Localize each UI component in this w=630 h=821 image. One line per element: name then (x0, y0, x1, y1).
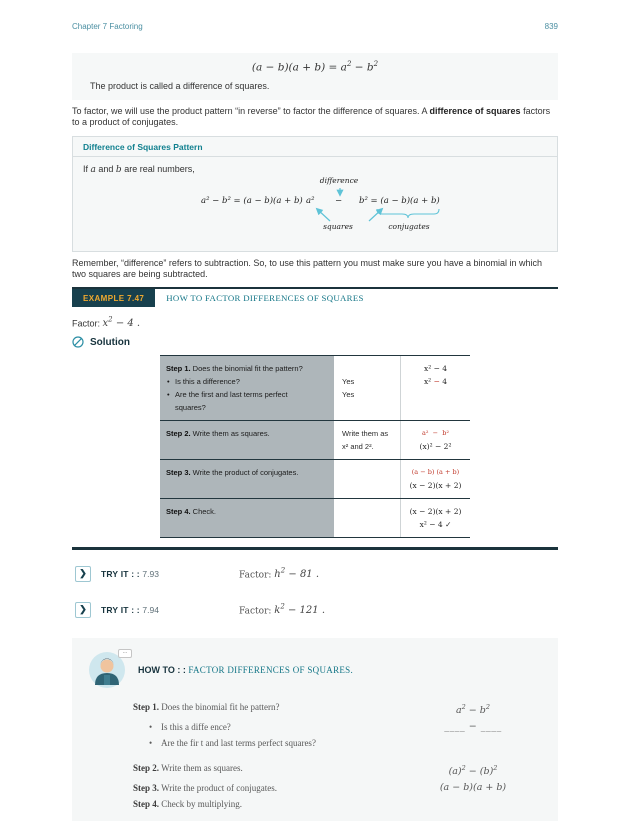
example-banner (72, 289, 558, 307)
step1-bullet1: • Is this a difference? (166, 375, 316, 388)
step2-formula: $(a)^2 - (b)^2$ (448, 763, 498, 778)
how-to-step-4: Step 4. Check by multiplying. (133, 799, 243, 810)
solution-label: Solution (90, 336, 130, 348)
table-row (160, 459, 469, 498)
solution-icon (72, 336, 84, 348)
pattern-intro: If a and b are real numbers, (83, 163, 195, 175)
example-badge: EXAMPLE 7.47 (72, 289, 155, 307)
tutor-avatar (88, 648, 128, 689)
how-to-bullet-2: • Are the fir t and last terms perfect squares? (133, 735, 542, 751)
step2-note: Write them as x² and 2². (336, 421, 400, 459)
label-squares: squares (323, 221, 353, 231)
chevron-right-icon[interactable]: ❯ (75, 566, 91, 582)
table-row (160, 420, 469, 459)
diagram-b-equation: b² = (a − b)(a + b) (359, 195, 440, 206)
page-header (72, 0, 558, 31)
step4-math2: x² − 4 ✓ (419, 520, 452, 530)
pattern-diagram (83, 177, 547, 241)
step4-text: Step 4. Check. (166, 507, 217, 517)
step2-text: Step 2. Write them as squares. (166, 429, 270, 439)
step1-math1: x² − 4 (423, 364, 448, 374)
how-to-steps (133, 699, 542, 812)
product-equation: $(a - b)(a + b) = a^2 - b^2$ (251, 60, 379, 74)
pattern-definition-box (72, 136, 558, 252)
how-to-title: HOW TO : : FACTOR DIFFERENCES OF SQUARES. (138, 664, 354, 675)
how-to-step-1: Step 1. Does the binomial fit he pattern? $a^2 - b^2$ (133, 699, 542, 719)
step1-math2: x² − 4 (423, 377, 448, 387)
table-row (160, 356, 469, 420)
try-it-7-93 (72, 564, 558, 584)
diagram-a-squared: a² (306, 195, 315, 206)
try-it-7-94 (72, 600, 558, 620)
step1-bullet2: • Are the first and last terms perfect squares? (166, 388, 316, 414)
step4-math1: (x − 2)(x + 2) (409, 507, 462, 517)
step1-formula: $a^2 - b^2$ (455, 702, 491, 716)
try-it-number: 7.94 (142, 604, 159, 615)
pattern-box-body (73, 157, 557, 251)
how-to-bullet-1: • Is this a diffe ence? ____ − ____ (133, 719, 542, 735)
how-to-box (72, 638, 558, 821)
page-number: 839 (544, 22, 558, 31)
how-to-step-2: Step 2. Write them as squares. $(a)^2 - (b)^2$ (133, 760, 542, 780)
breadcrumb: Chapter 7 Factoring (72, 22, 143, 31)
chevron-right-icon[interactable]: ❯ (75, 602, 91, 618)
try-it-label: TRY IT : : (101, 604, 143, 615)
step3-formula: (a − b)(a + b) (439, 782, 507, 794)
how-to-header (88, 648, 542, 689)
step3-general-form: (a − b) (a + b) (411, 468, 460, 477)
solution-heading (72, 336, 558, 348)
intro-paragraph: To factor, we will use the product pattern “in reverse” to factor the difference of squares. A difference of squares factors to a product of conjugates. (72, 105, 551, 127)
how-to-step-3: Step 3. Write the product of conjugates. (a − b)(a + b) (133, 780, 542, 796)
table-row (160, 498, 469, 537)
solution-steps-table (160, 355, 470, 538)
try-it-number: 7.93 (142, 568, 159, 579)
step2-general-form: a² − b² (422, 429, 449, 438)
pattern-box-title: Difference of Squares Pattern (73, 137, 557, 157)
bold-term: difference of squares (429, 105, 521, 116)
pattern-formula: a² − b² = (a − b)(a + b) (201, 195, 303, 206)
try-it-problem: Factor: $k^2 - 121$ . (239, 603, 325, 617)
step3-text: Step 3. Write the product of conjugates. (166, 468, 299, 478)
step2-math: (x)² − 2² (419, 442, 452, 452)
label-conjugates: conjugates (388, 221, 430, 231)
example-title: HOW TO FACTOR DIFFERENCES OF SQUARES (166, 293, 364, 303)
blank-formula: ____ − ____ (444, 720, 502, 732)
product-caption: The product is called a difference of squares. (90, 80, 270, 91)
try-it-label: TRY IT : : (101, 568, 143, 579)
step3-math: (x − 2)(x + 2) (409, 481, 462, 491)
page-content (72, 0, 558, 821)
example-bottom-rule (72, 547, 558, 550)
diagram-arrows-icon (83, 177, 549, 241)
step1-answer2: Yes (342, 390, 355, 400)
step1-text: Step 1. Does the binomial fit the pattern? (166, 364, 303, 374)
label-difference: difference (319, 175, 359, 185)
remember-paragraph: Remember, “difference” refers to subtraction. So, to use this pattern you must make sure you have a binomial in which two squares are being subtracted. (72, 257, 543, 279)
product-equation-box (72, 53, 558, 100)
diagram-minus: − (335, 195, 343, 206)
ellipsis-bubble-icon: ... (118, 649, 132, 658)
step1-answer1: Yes (342, 377, 355, 387)
try-it-problem: Factor: $h^2 - 81$ . (239, 567, 320, 581)
example-problem: Factor: $x^2 - 4$ . (72, 316, 141, 330)
